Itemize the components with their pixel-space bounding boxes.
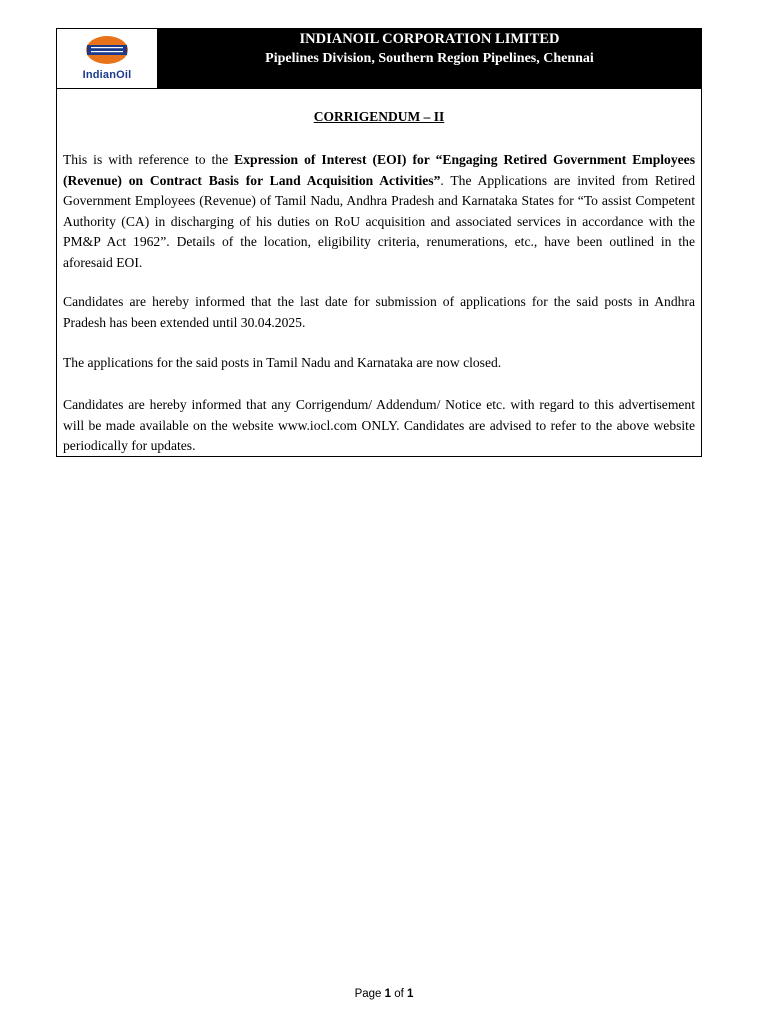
document-frame xyxy=(56,28,702,457)
of-label: of xyxy=(394,988,404,1000)
paragraph-eoi-reference xyxy=(63,150,695,274)
page-label: Page xyxy=(354,988,382,1000)
organization-name: INDIANOIL CORPORATION LIMITED xyxy=(299,31,560,47)
document-header xyxy=(57,29,701,89)
eoi-title-bold: Expression of Interest (EOI) for “Engaging Retired Government Employees (Revenue) on Contract Basis for Land Acquisition Activities” xyxy=(63,152,695,188)
paragraph-website-notice: Candidates are hereby informed that any Corrigendum/ Addendum/ Notice etc. with regard to this advertisement will be made available on the website www.iocl.com ONLY. Candidates are advised to refer to the above website periodically for updates. xyxy=(63,397,695,454)
page-current: 1 xyxy=(384,988,392,1000)
logo-cell xyxy=(57,29,158,88)
page-total: 1 xyxy=(407,988,414,1000)
page-footer xyxy=(0,988,768,1000)
paragraph-date-extension: Candidates are hereby informed that the last date for submission of applications for the said posts in Andhra Pradesh has been extended until 30.04.2025. xyxy=(63,294,695,330)
paragraph-text: . The Applications are invited from Retired Government Employees (Revenue) of Tamil Nadu, Andhra Pradesh and Karnataka States for “To assist Competent Authority (CA) in discharging of his duties on RoU acquisition and associated services in accordance with the PM&P Act 1962”. Details of the location, eligibility criteria, renumerations, etc., have been outlined in the aforesaid EOI. xyxy=(63,172,695,270)
header-title-cell xyxy=(158,29,701,88)
logo-wordmark: IndianOil xyxy=(82,69,132,81)
organization-division: Pipelines Division, Southern Region Pipelines, Chennai xyxy=(265,51,594,66)
paragraph-closed-notice: The applications for the said posts in Tamil Nadu and Karnataka are now closed. xyxy=(63,355,502,370)
paragraph-text: This is with reference to the xyxy=(63,152,235,167)
indianoil-logo-icon xyxy=(85,35,129,65)
document-title: CORRIGENDUM – II xyxy=(313,109,445,124)
